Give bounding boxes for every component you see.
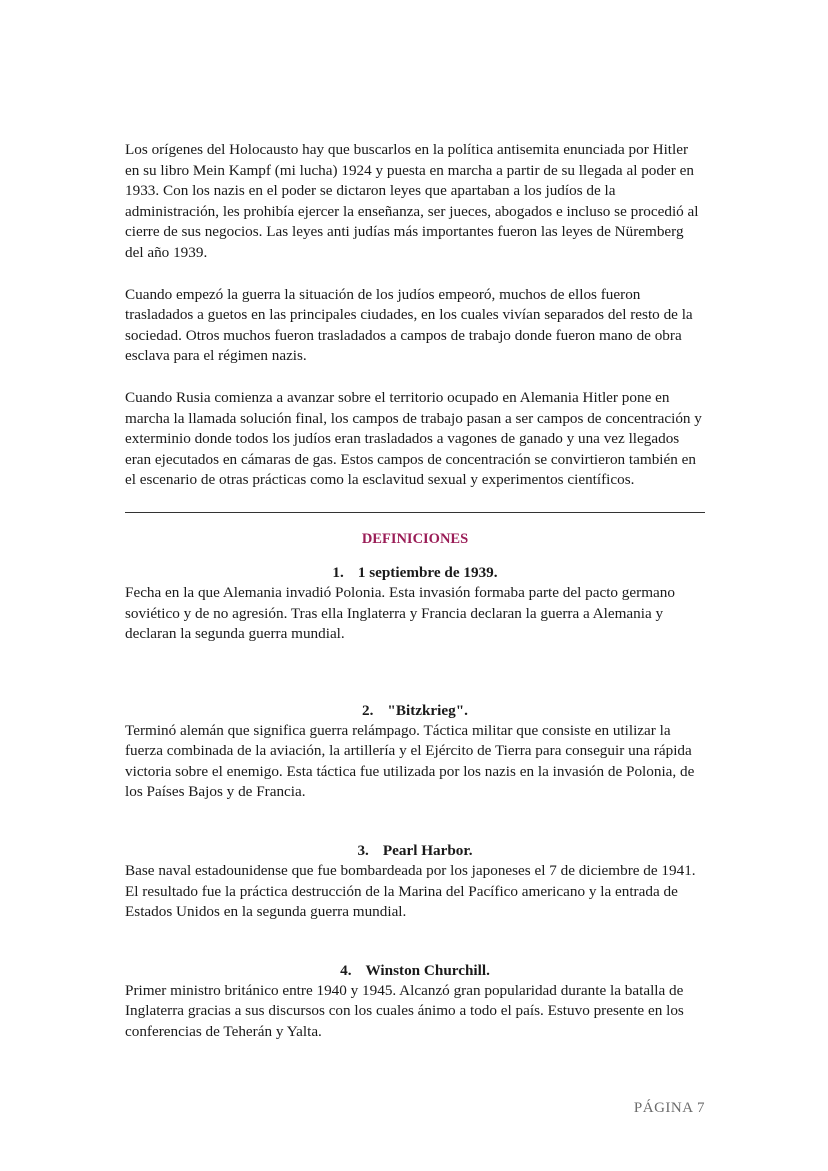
definition-text: Fecha en la que Alemania invadió Polonia. Esta invasión formaba parte del pacto germano soviético y de no agresión. Tras ella Inglaterra y Francia declaran la guerra a Alemania y declaran la segunda guerra mundial. bbox=[125, 583, 675, 643]
definition-number: 4. bbox=[340, 961, 352, 979]
definition-title-text: Winston Churchill. bbox=[365, 961, 490, 979]
body-paragraph-3: Cuando Rusia comienza a avanzar sobre el territorio ocupado en Alemania Hitler pone en marcha la llamada solución final, los campos de trabajo pasan a ser campos de concentración y exterminio donde todos los judíos eran trasladados a vagones de ganado y una vez llegados eran ejecutados en cámaras de gas. Estos campos de concentración se convirtieron también en el escenario de otras prácticas como la esclavitud sexual y experimentos científicos. bbox=[125, 388, 702, 489]
definition-number: 3. bbox=[357, 842, 369, 860]
section-divider bbox=[125, 512, 705, 513]
page-content bbox=[125, 140, 705, 1043]
definition-item-4 bbox=[125, 961, 705, 1043]
definition-item-3 bbox=[125, 841, 705, 923]
definition-number: 2. bbox=[362, 701, 374, 719]
definition-item-1 bbox=[125, 563, 705, 645]
definition-text: Terminó alemán que significa guerra relámpago. Táctica militar que consiste en utilizar la fuerza combinada de la aviación, la artillería y el Ejército de Tierra para conseguir una rápida victoria sobre el enemigo. Esta táctica fue utilizada por los nazis en la invasión de Polonia, de los Países Bajos y de Francia. bbox=[125, 721, 695, 801]
definition-title-text: 1 septiembre de 1939. bbox=[357, 563, 498, 581]
definition-text: Primer ministro británico entre 1940 y 1945. Alcanzó gran popularidad durante la batalla de Inglaterra gracias a sus discursos con los cuales ánimo a todo el país. Estuvo presente en los conferencias de Teherán y Yalta. bbox=[125, 981, 684, 1041]
body-paragraph-2: Cuando empezó la guerra la situación de los judíos empeoró, muchos de ellos fueron trasladados a guetos en las principales ciudades, en los cuales vivían separados del resto de la sociedad. Otros muchos fueron trasladados a campos de trabajo donde fueron mano de obra esclava para el régimen nazis. bbox=[125, 285, 693, 365]
definition-title bbox=[125, 841, 705, 861]
body-paragraph-1: Los orígenes del Holocausto hay que buscarlos en la política antisemita enunciada por Hitler en su libro Mein Kampf (mi lucha) 1924 y puesta en marcha a partir de su llegada al poder en 1933. Con los nazis en el poder se dictaron leyes que apartaban a los judíos de la administración, les prohibía ejercer la enseñanza, ser jueces, abogados e incluso se procedió al cierre de sus negocios. Las leyes anti judías más importantes fueron las leyes de Nüremberg del año 1939. bbox=[125, 141, 699, 261]
definition-number: 1. bbox=[332, 563, 344, 581]
definitions-heading: DEFINICIONES bbox=[361, 530, 469, 547]
page-number: PÁGINA 7 bbox=[633, 1100, 705, 1116]
definition-title bbox=[125, 961, 705, 981]
definition-title-text: "Bitzkrieg". bbox=[387, 701, 468, 719]
definition-item-2 bbox=[125, 701, 705, 803]
definition-title-text: Pearl Harbor. bbox=[382, 842, 473, 860]
definition-title bbox=[125, 701, 705, 721]
definition-title bbox=[125, 563, 705, 583]
definition-text: Base naval estadounidense que fue bombardeada por los japoneses el 7 de diciembre de 1941. El resultado fue la práctica destrucción de la Marina del Pacífico americano y la entrada de Estados Unidos en la segunda guerra mundial. bbox=[125, 862, 696, 921]
